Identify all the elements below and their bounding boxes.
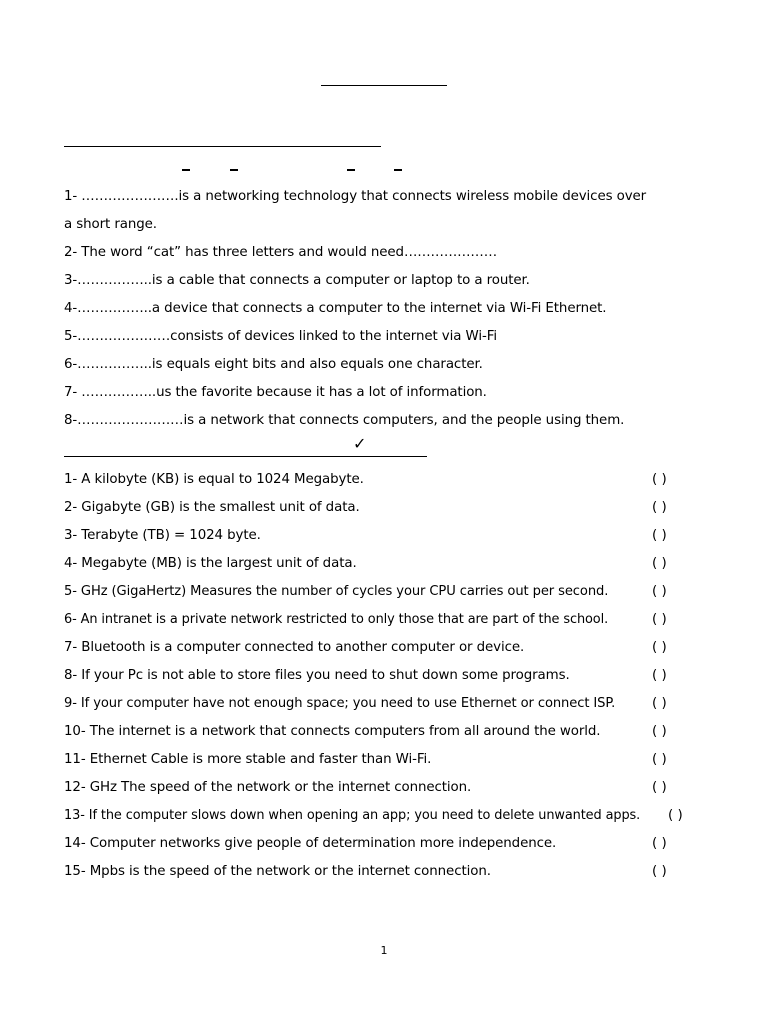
- true-false-statement: 9- If your computer have not enough space; you need to use Ethernet or connect ISP.: [64, 696, 616, 711]
- answer-parentheses: ( ): [652, 556, 667, 571]
- true-false-statement: 2- Gigabyte (GB) is the smallest unit of data.: [64, 500, 360, 515]
- dash-mark: [230, 169, 238, 171]
- fill-in-item: 4-……………..a device that connects a computer to the internet via Wi-Fi Ethernet.: [64, 301, 607, 316]
- fill-in-item-continued: a short range.: [64, 217, 157, 232]
- title-underline: [321, 85, 447, 86]
- answer-parentheses: ( ): [652, 696, 667, 711]
- dash-mark: [394, 169, 402, 171]
- true-false-statement: 4- Megabyte (MB) is the largest unit of data.: [64, 556, 357, 571]
- true-false-statement: 8- If your Pc is not able to store files you need to shut down some programs.: [64, 668, 570, 683]
- true-false-statement: 6- An intranet is a private network restricted to only those that are part of the school.: [64, 612, 609, 627]
- answer-parentheses: ( ): [652, 640, 667, 655]
- true-false-statement: 1- A kilobyte (KB) is equal to 1024 Megabyte.: [64, 472, 364, 487]
- answer-parentheses: ( ): [652, 472, 667, 487]
- true-false-statement: 15- Mpbs is the speed of the network or the internet connection.: [64, 864, 491, 879]
- answer-parentheses: ( ): [652, 864, 667, 879]
- answer-parentheses: ( ): [652, 780, 667, 795]
- answer-parentheses: ( ): [652, 752, 667, 767]
- answer-parentheses: ( ): [652, 668, 667, 683]
- true-false-statement: 13- If the computer slows down when opening an app; you need to delete unwanted apps.: [64, 808, 641, 823]
- answer-parentheses: ( ): [652, 500, 667, 515]
- true-false-statement: 14- Computer networks give people of determination more independence.: [64, 836, 557, 851]
- answer-parentheses: ( ): [652, 584, 667, 599]
- answer-parentheses: ( ): [668, 808, 683, 823]
- dash-mark: [347, 169, 355, 171]
- answer-parentheses: ( ): [652, 528, 667, 543]
- true-false-statement: 7- Bluetooth is a computer connected to another computer or device.: [64, 640, 525, 655]
- answer-parentheses: ( ): [652, 836, 667, 851]
- true-false-statement: 10- The internet is a network that connects computers from all around the world.: [64, 724, 601, 739]
- fill-in-item: 6-……………..is equals eight bits and also equals one character.: [64, 357, 483, 372]
- true-false-statement: 5- GHz (GigaHertz) Measures the number of cycles your CPU carries out per second.: [64, 584, 609, 599]
- true-false-statement: 11- Ethernet Cable is more stable and faster than Wi-Fi.: [64, 752, 432, 767]
- fill-in-item: 5-…………………consists of devices linked to the internet via Wi-Fi: [64, 329, 497, 344]
- fill-in-item: 2- The word “cat” has three letters and would need…………………: [64, 245, 497, 260]
- section-one-rule: [64, 146, 381, 147]
- check-mark-icon: ✓: [353, 434, 367, 453]
- fill-in-item: 1- ………………….is a networking technology that connects wireless mobile devices over: [64, 189, 647, 204]
- page-number: 1: [380, 944, 388, 957]
- answer-parentheses: ( ): [652, 724, 667, 739]
- fill-in-item: 7- ……………..us the favorite because it has a lot of information.: [64, 385, 487, 400]
- true-false-statement: 3- Terabyte (TB) = 1024 byte.: [64, 528, 261, 543]
- fill-in-item: 3-……………..is a cable that connects a computer or laptop to a router.: [64, 273, 530, 288]
- section-two-rule: [64, 456, 427, 457]
- true-false-statement: 12- GHz The speed of the network or the internet connection.: [64, 780, 472, 795]
- answer-parentheses: ( ): [652, 612, 667, 627]
- dash-mark: [182, 169, 190, 171]
- fill-in-item: 8-……………………is a network that connects computers, and the people using them.: [64, 413, 625, 428]
